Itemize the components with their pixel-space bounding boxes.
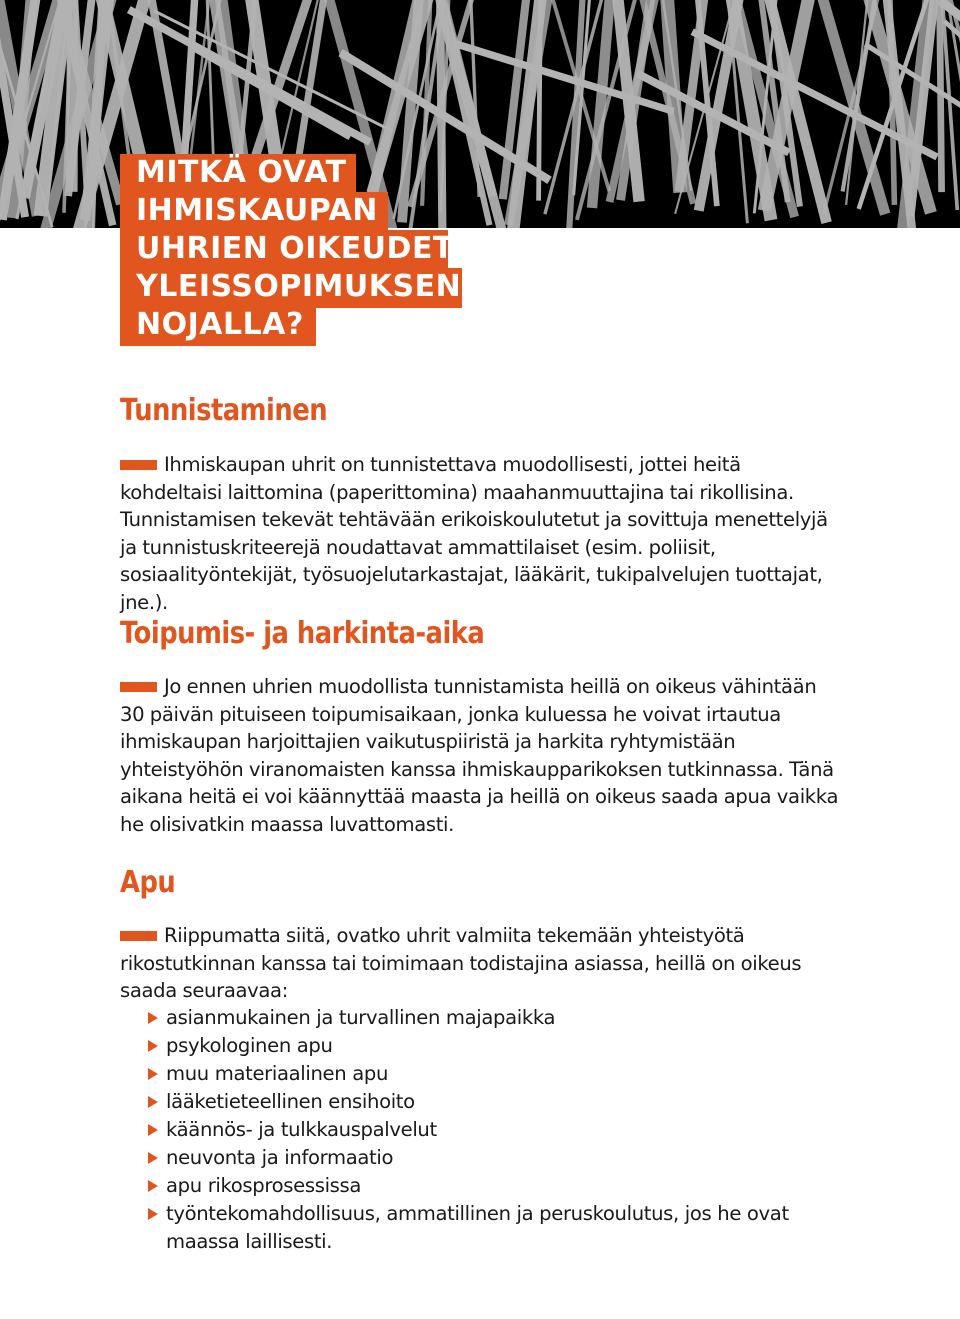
paragraph-marker xyxy=(120,931,157,941)
banner-stroke xyxy=(72,0,73,192)
banner-stroke xyxy=(940,0,942,192)
triangle-bullet-icon xyxy=(148,1012,158,1024)
paragraph-text: Jo ennen uhrien muodollista tunnistamista heillä on oikeus vähintään 30 päivän pituiseen toipumisaikaan, jonka kuluessa he voivat irtautua ihmiskaupan harjoittajien vaikutuspiiristä ja harkita ryhtymistään yhteistyöhön viranomaisten kanssa ihmiskaupparikoksen tutkinnassa. Tänä aikana heitä ei voi käännyttää maasta ja heillä on oikeus saada apua vaikka he olisivatkin maassa luvattomasti. xyxy=(120,675,839,836)
triangle-bullet-icon xyxy=(148,1096,158,1108)
section-heading-apu: Apu xyxy=(120,865,176,900)
list-item-text: neuvonta ja informaatio xyxy=(166,1146,394,1169)
list-item xyxy=(120,1200,820,1256)
list-item xyxy=(120,1172,820,1200)
list-item-text: apu rikosprosessissa xyxy=(166,1174,362,1197)
list-item-text: muu materiaalinen apu xyxy=(166,1062,389,1085)
triangle-bullet-icon xyxy=(148,1040,158,1052)
list-item-text: psykologinen apu xyxy=(166,1034,333,1057)
paragraph-text: Riippumatta siitä, ovatko uhrit valmiita tekemään yhteistyötä rikostutkinnan kanssa tai toimimaan todistajina asiassa, heillä on oikeus saada seuraavaa: xyxy=(120,924,802,1003)
list-item-text: asianmukainen ja turvallinen majapaikka xyxy=(166,1006,556,1029)
list-item xyxy=(120,1004,820,1032)
triangle-bullet-icon xyxy=(148,1124,158,1136)
triangle-bullet-icon xyxy=(148,1180,158,1192)
list-item xyxy=(120,1060,820,1088)
list-item xyxy=(120,1088,820,1116)
paragraph-text: Ihmiskaupan uhrit on tunnistettava muodollisesti, jottei heitä kohdeltaisi laittomina (paperittomina) maahanmuuttajina tai rikollisina. Tunnistamisen tekevät tehtävään erikoiskoulutetut ja sovittuja menettelyjä ja tunnistuskriteerejä noudattavat ammattilaiset (esim. poliisit, sosiaalityöntekijät, työsuojelutarkastajat, lääkärit, tukipalvelujen tuottajat, jne.). xyxy=(120,453,828,614)
list-item-text: lääketieteellinen ensihoito xyxy=(166,1090,415,1113)
section-paragraph-toipumis-ja-harkinta-aika xyxy=(120,673,842,839)
title-line: MITKÄ OVAT xyxy=(120,154,356,194)
section-paragraph-tunnistaminen xyxy=(120,451,842,617)
title-line: YLEISSOPIMUKSEN xyxy=(120,268,462,308)
section-paragraph-apu xyxy=(120,922,842,1005)
section-heading-toipumis-ja-harkinta-aika: Toipumis- ja harkinta-aika xyxy=(120,616,485,651)
title-line: NOJALLA? xyxy=(120,306,316,346)
list-item xyxy=(120,1032,820,1060)
section-heading-tunnistaminen: Tunnistaminen xyxy=(120,393,328,428)
paragraph-marker xyxy=(120,682,157,692)
list-item-text: käännös- ja tulkkauspalvelut xyxy=(166,1118,437,1141)
triangle-bullet-icon xyxy=(148,1152,158,1164)
list-item xyxy=(120,1116,820,1144)
triangle-bullet-icon xyxy=(148,1068,158,1080)
list-item xyxy=(120,1144,820,1172)
title-line: UHRIEN OIKEUDET xyxy=(120,230,448,270)
title-line: IHMISKAUPAN xyxy=(120,192,388,232)
list-item-text: työntekomahdollisuus, ammatillinen ja peruskoulutus, jos he ovat maassa laillisesti. xyxy=(166,1202,789,1253)
triangle-bullet-icon xyxy=(148,1208,158,1220)
page-title xyxy=(120,154,500,346)
rights-list xyxy=(120,1004,820,1256)
paragraph-marker xyxy=(120,460,157,470)
